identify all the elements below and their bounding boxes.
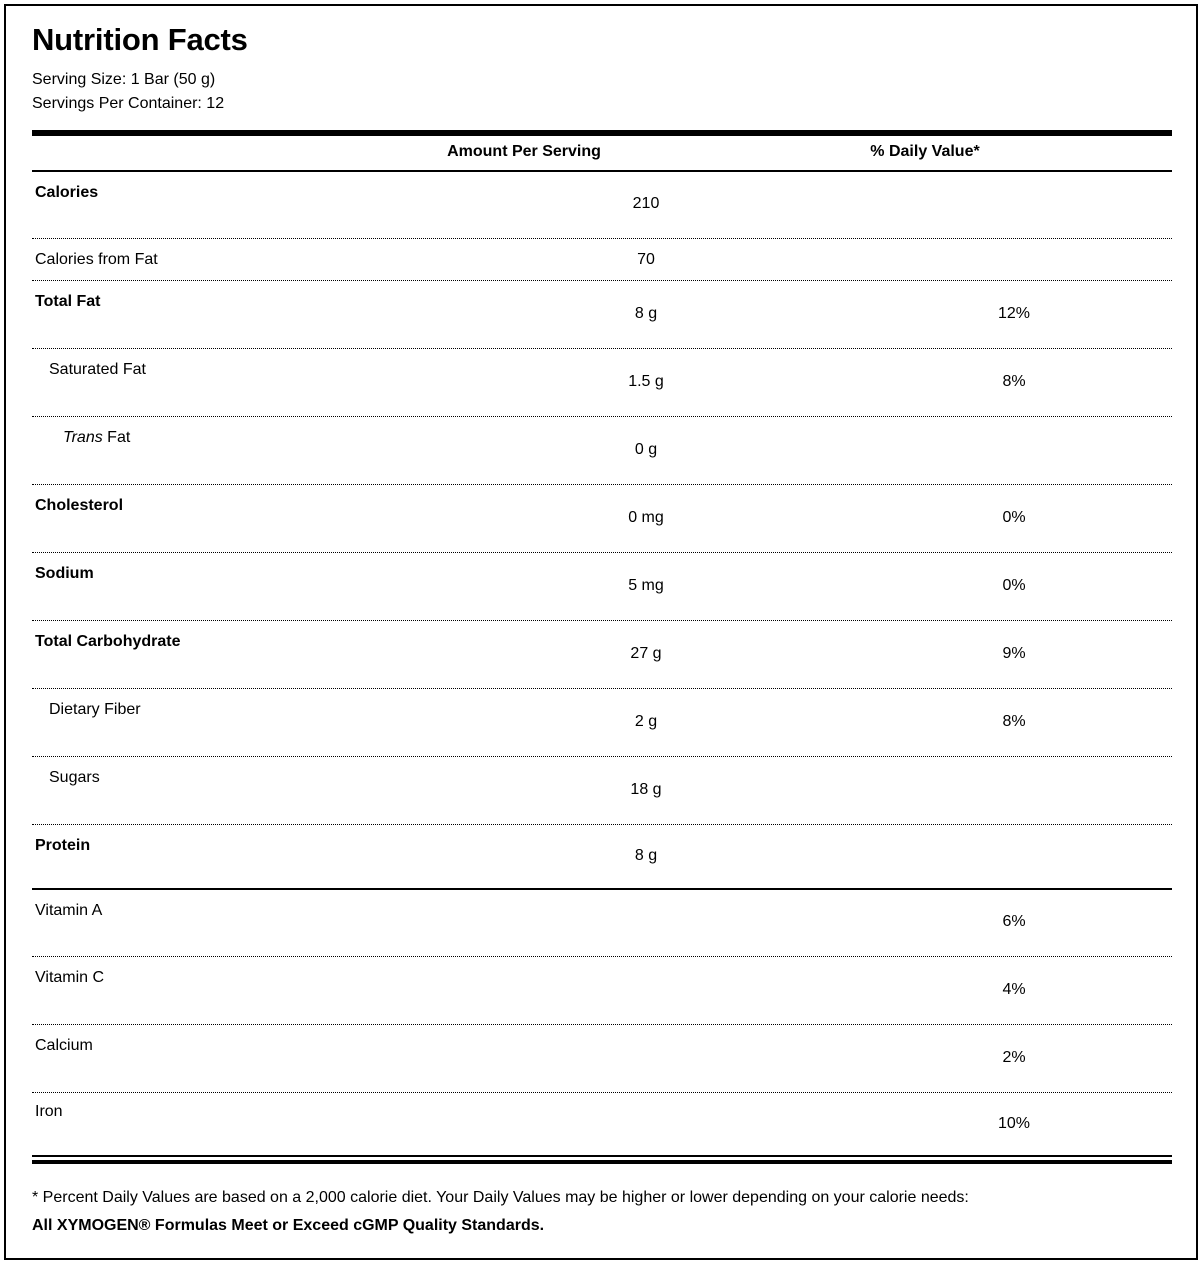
nutrient-label: Total Carbohydrate [35,633,181,650]
trans-italic: Trans [63,429,103,446]
nutrient-amount: 0 g [634,441,658,458]
nutrient-row-dietary-fiber [32,689,1172,757]
nutrient-label: Vitamin A [35,902,103,919]
nutrient-row-cholesterol [32,485,1172,553]
nutrient-daily-value: 0% [1002,577,1026,594]
nutrient-row-saturated-fat [32,349,1172,417]
nutrient-amount: 8 g [634,847,658,864]
nutrient-amount: 1.5 g [628,373,664,390]
nutrient-row-vitamin-c [32,957,1172,1025]
nutrient-label: Calories from Fat [35,251,158,268]
nutrient-amount: 0 mg [628,509,664,526]
nutrient-row-trans-fat [32,417,1172,485]
nutrient-label: Sodium [35,565,94,582]
nutrient-row-calories-from-fat [32,239,1172,281]
nutrient-daily-value: 8% [1002,373,1026,390]
daily-value-column-header: % Daily Value* [870,143,980,160]
nutrient-label: Saturated Fat [49,361,146,378]
nutrient-label: Protein [35,837,91,854]
nutrient-row-iron [32,1093,1172,1153]
nutrient-label: Vitamin C [35,969,105,986]
nutrient-daily-value: 8% [1002,713,1026,730]
quality-statement: All XYMOGEN® Formulas Meet or Exceed cGMP Quality Standards. [32,1217,545,1234]
nutrient-label: Calcium [35,1037,93,1054]
nutrient-label: Iron [35,1103,63,1120]
nutrient-row-vitamin-a [32,890,1172,957]
daily-value-footnote: * Percent Daily Values are based on a 2,000 calorie diet. Your Daily Values may be higher or lower depending on your calorie needs: [32,1189,969,1206]
trans-suffix: Fat [102,429,131,446]
footer-divider-thick [32,1160,1172,1164]
nutrient-label: Dietary Fiber [49,701,141,718]
nutrient-daily-value: 4% [1002,981,1026,998]
nutrient-amount: 210 [632,195,660,212]
nutrient-daily-value: 12% [997,305,1031,322]
nutrient-label: Sugars [49,769,100,786]
nutrient-label: Cholesterol [35,497,124,514]
amount-column-header: Amount Per Serving [447,143,601,160]
nutrient-amount: 27 g [630,645,662,662]
nutrient-amount: 2 g [634,713,658,730]
nutrient-row-sugars [32,757,1172,825]
nutrient-daily-value: 0% [1002,509,1026,526]
thick-divider [32,130,1172,136]
nutrient-daily-value: 2% [1002,1049,1026,1066]
footer-divider-thin [32,1155,1172,1157]
nutrient-row-calcium [32,1025,1172,1093]
nutrient-daily-value: 9% [1002,645,1026,662]
serving-size: Serving Size: 1 Bar (50 g) [32,71,216,88]
nutrient-row-sodium [32,553,1172,621]
nutrient-amount: 8 g [634,305,658,322]
page-title: Nutrition Facts [32,22,248,57]
nutrient-amount: 5 mg [628,577,664,594]
nutrient-amount: 18 g [630,781,662,798]
nutrient-label [63,429,130,447]
nutrient-daily-value: 6% [1002,913,1026,930]
nutrient-daily-value: 10% [997,1115,1031,1132]
nutrient-row-protein [32,825,1172,890]
nutrient-row-total-carbohydrate [32,621,1172,689]
nutrient-amount: 70 [637,251,655,268]
nutrient-label: Total Fat [35,293,101,310]
nutrient-row-calories [32,172,1172,239]
nutrient-row-total-fat [32,281,1172,349]
nutrient-label: Calories [35,184,99,201]
servings-per-container: Servings Per Container: 12 [32,95,225,112]
